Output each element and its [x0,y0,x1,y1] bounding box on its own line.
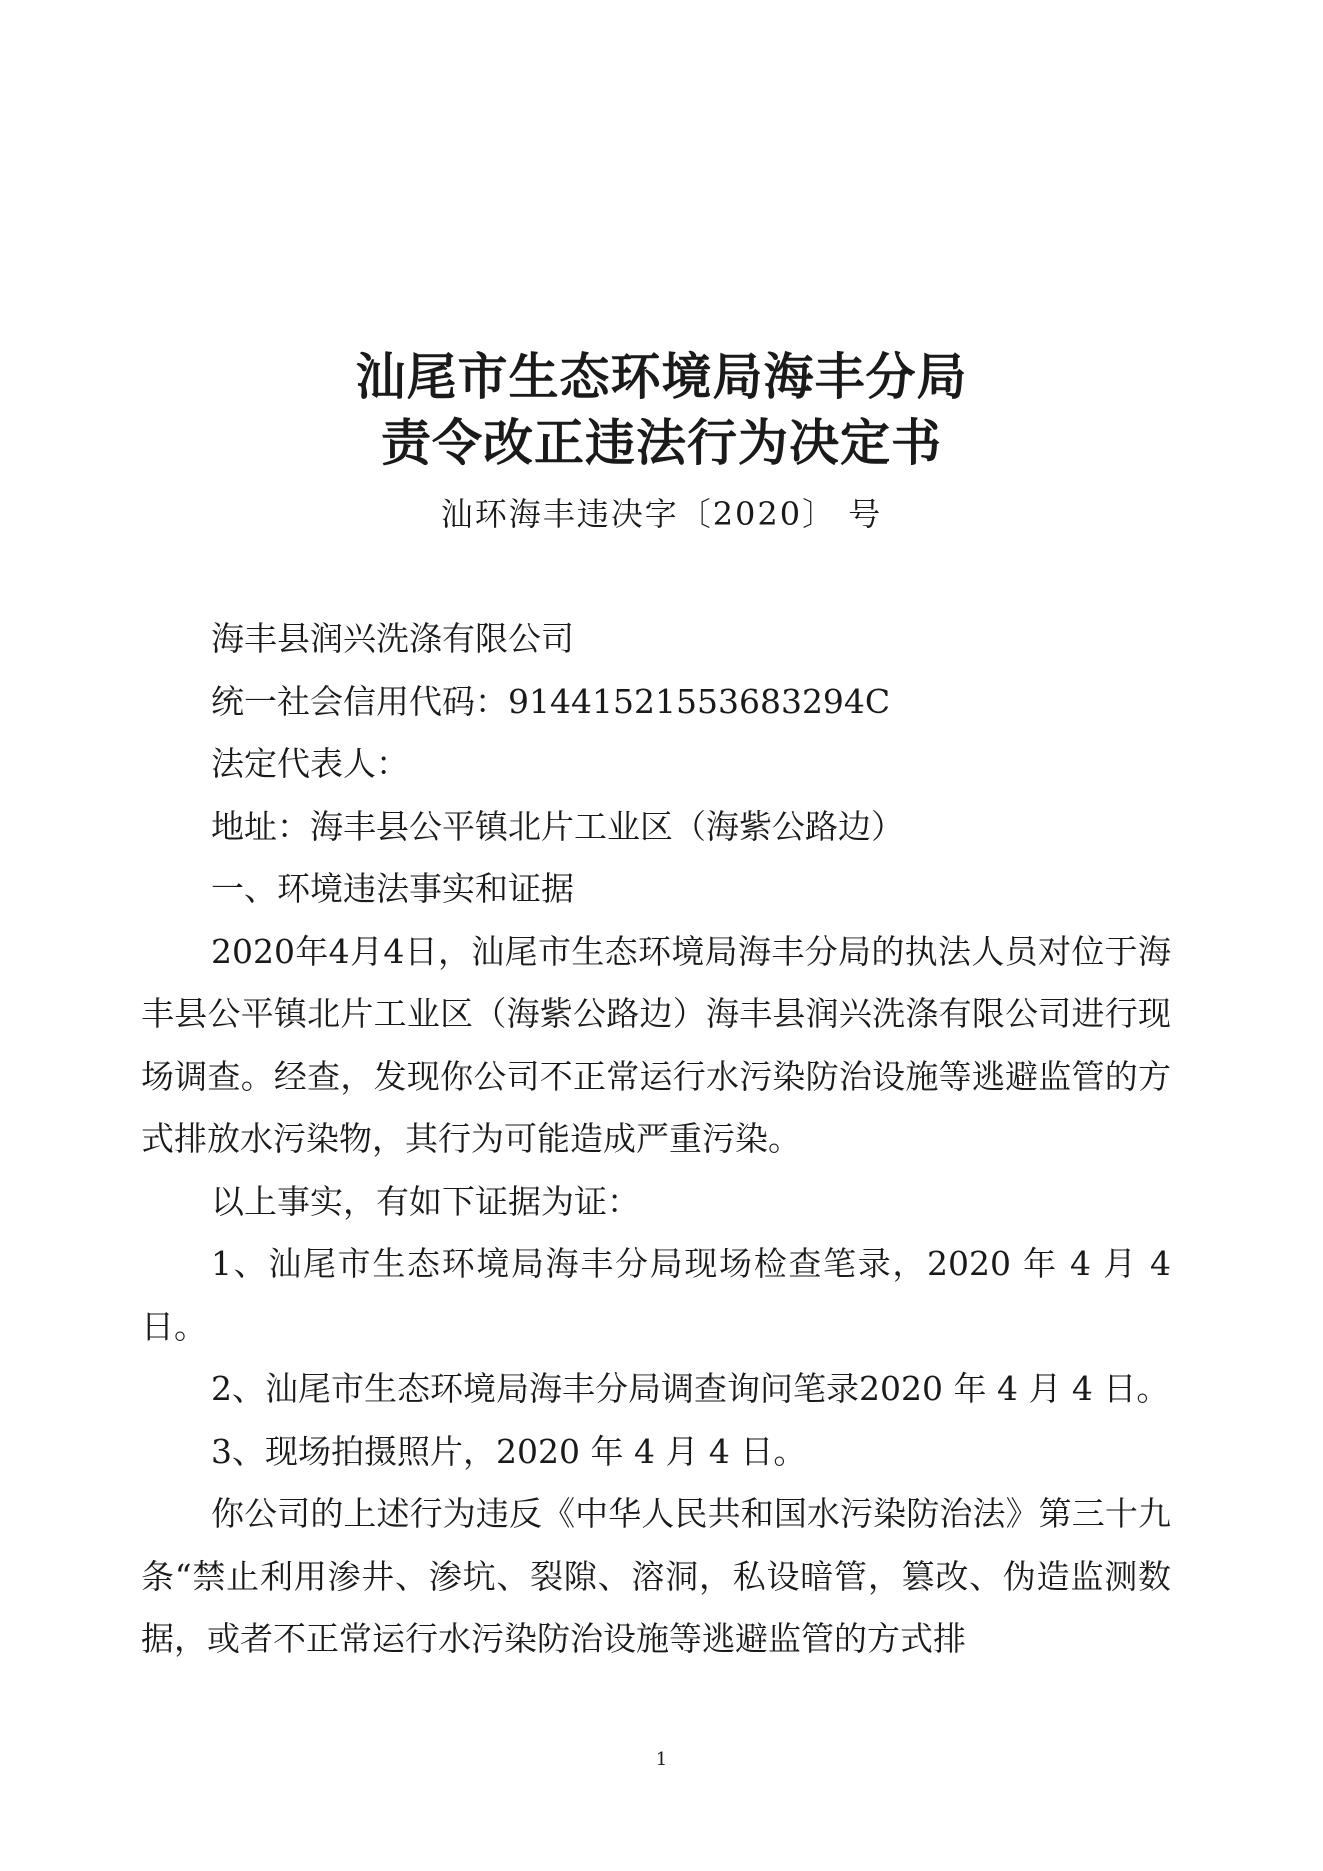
evidence-item-3: 3、现场拍摄照片，2020 年 4 月 4 日。 [211,1431,807,1471]
company-name: 海丰县润兴洗涤有限公司 [211,619,574,658]
document-title-line2: 责令改正违法行为决定书 [381,414,942,472]
paragraph-violation: 你公司的上述行为违反《中华人民共和国水污染防治法》第三十九条“禁止利用渗井、渗坑、裂隙、溶洞，私设暗管，篡改、伪造监测数据，或者不正常运行水污染防治设施等逃避监管的方式排 [141,1494,1171,1658]
company-address: 地址：海丰县公平镇北片工业区（海紫公路边） [211,806,904,846]
paragraph-facts: 2020年4月4日，汕尾市生态环境局海丰分局的执法人员对位于海丰县公平镇北片工业区（海紫公路边）海丰县润兴洗涤有限公司进行现场调查。经查，发现你公司不正常运行水污染防治设施等逃避监管的方式排放水污染物，其行为可能造成严重污染。 [141,931,1171,1158]
evidence-intro: 以上事实，有如下证据为证： [211,1181,640,1221]
document-title-line1: 汕尾市生态环境局海丰分局 [355,348,968,406]
document-body [141,608,1171,1671]
evidence-item-1: 1、汕尾市生态环境局海丰分局现场检查笔录，2020 年 4 月 4 日。 [141,1244,1171,1346]
section-heading-facts: 一、环境违法事实和证据 [211,869,574,908]
credit-code: 统一社会信用代码：91441521553683294C [211,681,891,721]
evidence-item-2: 2、汕尾市生态环境局海丰分局调查询问笔录2020 年 4 月 4 日。 [211,1369,1170,1408]
document-number: 汕环海丰违决字〔2020〕 号 [440,495,883,533]
page-number: 1 [655,1749,668,1770]
legal-representative: 法定代表人： [211,744,409,783]
